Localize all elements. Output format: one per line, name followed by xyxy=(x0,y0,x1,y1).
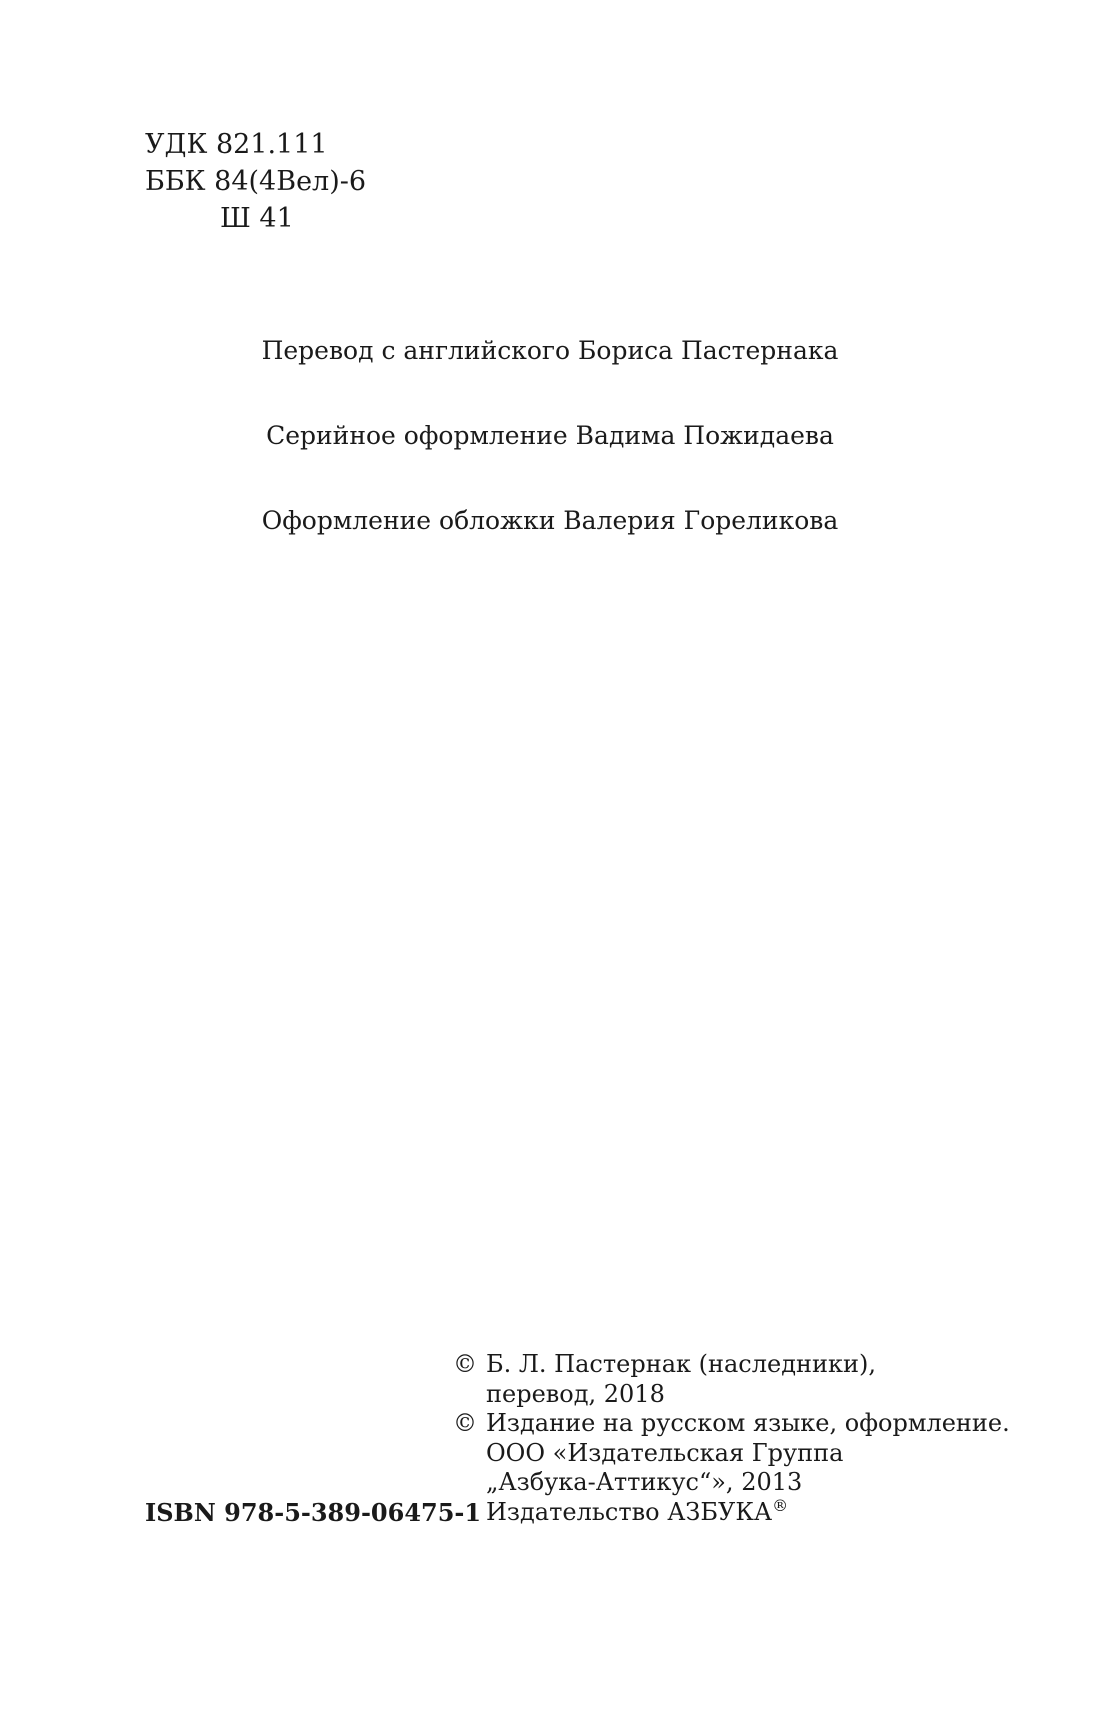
udk-code: УДК 821.111 xyxy=(145,129,328,160)
author-mark: Ш 41 xyxy=(220,203,294,234)
library-classification xyxy=(145,126,366,237)
registered-mark-icon: ® xyxy=(772,1495,789,1515)
copyright-line: ООО «Издательская Группа xyxy=(486,1438,844,1467)
copyright-block xyxy=(453,1350,1073,1527)
credits-block xyxy=(0,334,1100,589)
bbk-code: ББК 84(4Вел)-6 xyxy=(145,166,367,197)
series-design-credit: Серийное оформление Вадима Пожидаева xyxy=(266,421,834,450)
copyright-entry xyxy=(453,1409,1073,1527)
copyright-line: „Азбука-Аттикус“», 2013 xyxy=(486,1468,803,1496)
publisher-line xyxy=(486,1495,1073,1528)
copyright-line: Б. Л. Пастернак (наследники), xyxy=(486,1350,876,1378)
copyright-icon: © xyxy=(453,1409,477,1437)
publisher-name: Издательство АЗБУКА xyxy=(486,1497,773,1526)
translator-credit: Перевод с английского Бориса Пастернака xyxy=(261,336,839,365)
cover-design-credit: Оформление обложки Валерия Гореликова xyxy=(261,506,839,535)
copyright-line: перевод, 2018 xyxy=(486,1379,665,1408)
copyright-icon: © xyxy=(453,1350,477,1378)
copyright-entry xyxy=(453,1350,1073,1409)
isbn-number: ISBN 978-5-389-06475-1 xyxy=(145,1498,482,1527)
copyright-line: Издание на русском языке, оформление. xyxy=(486,1409,1010,1437)
